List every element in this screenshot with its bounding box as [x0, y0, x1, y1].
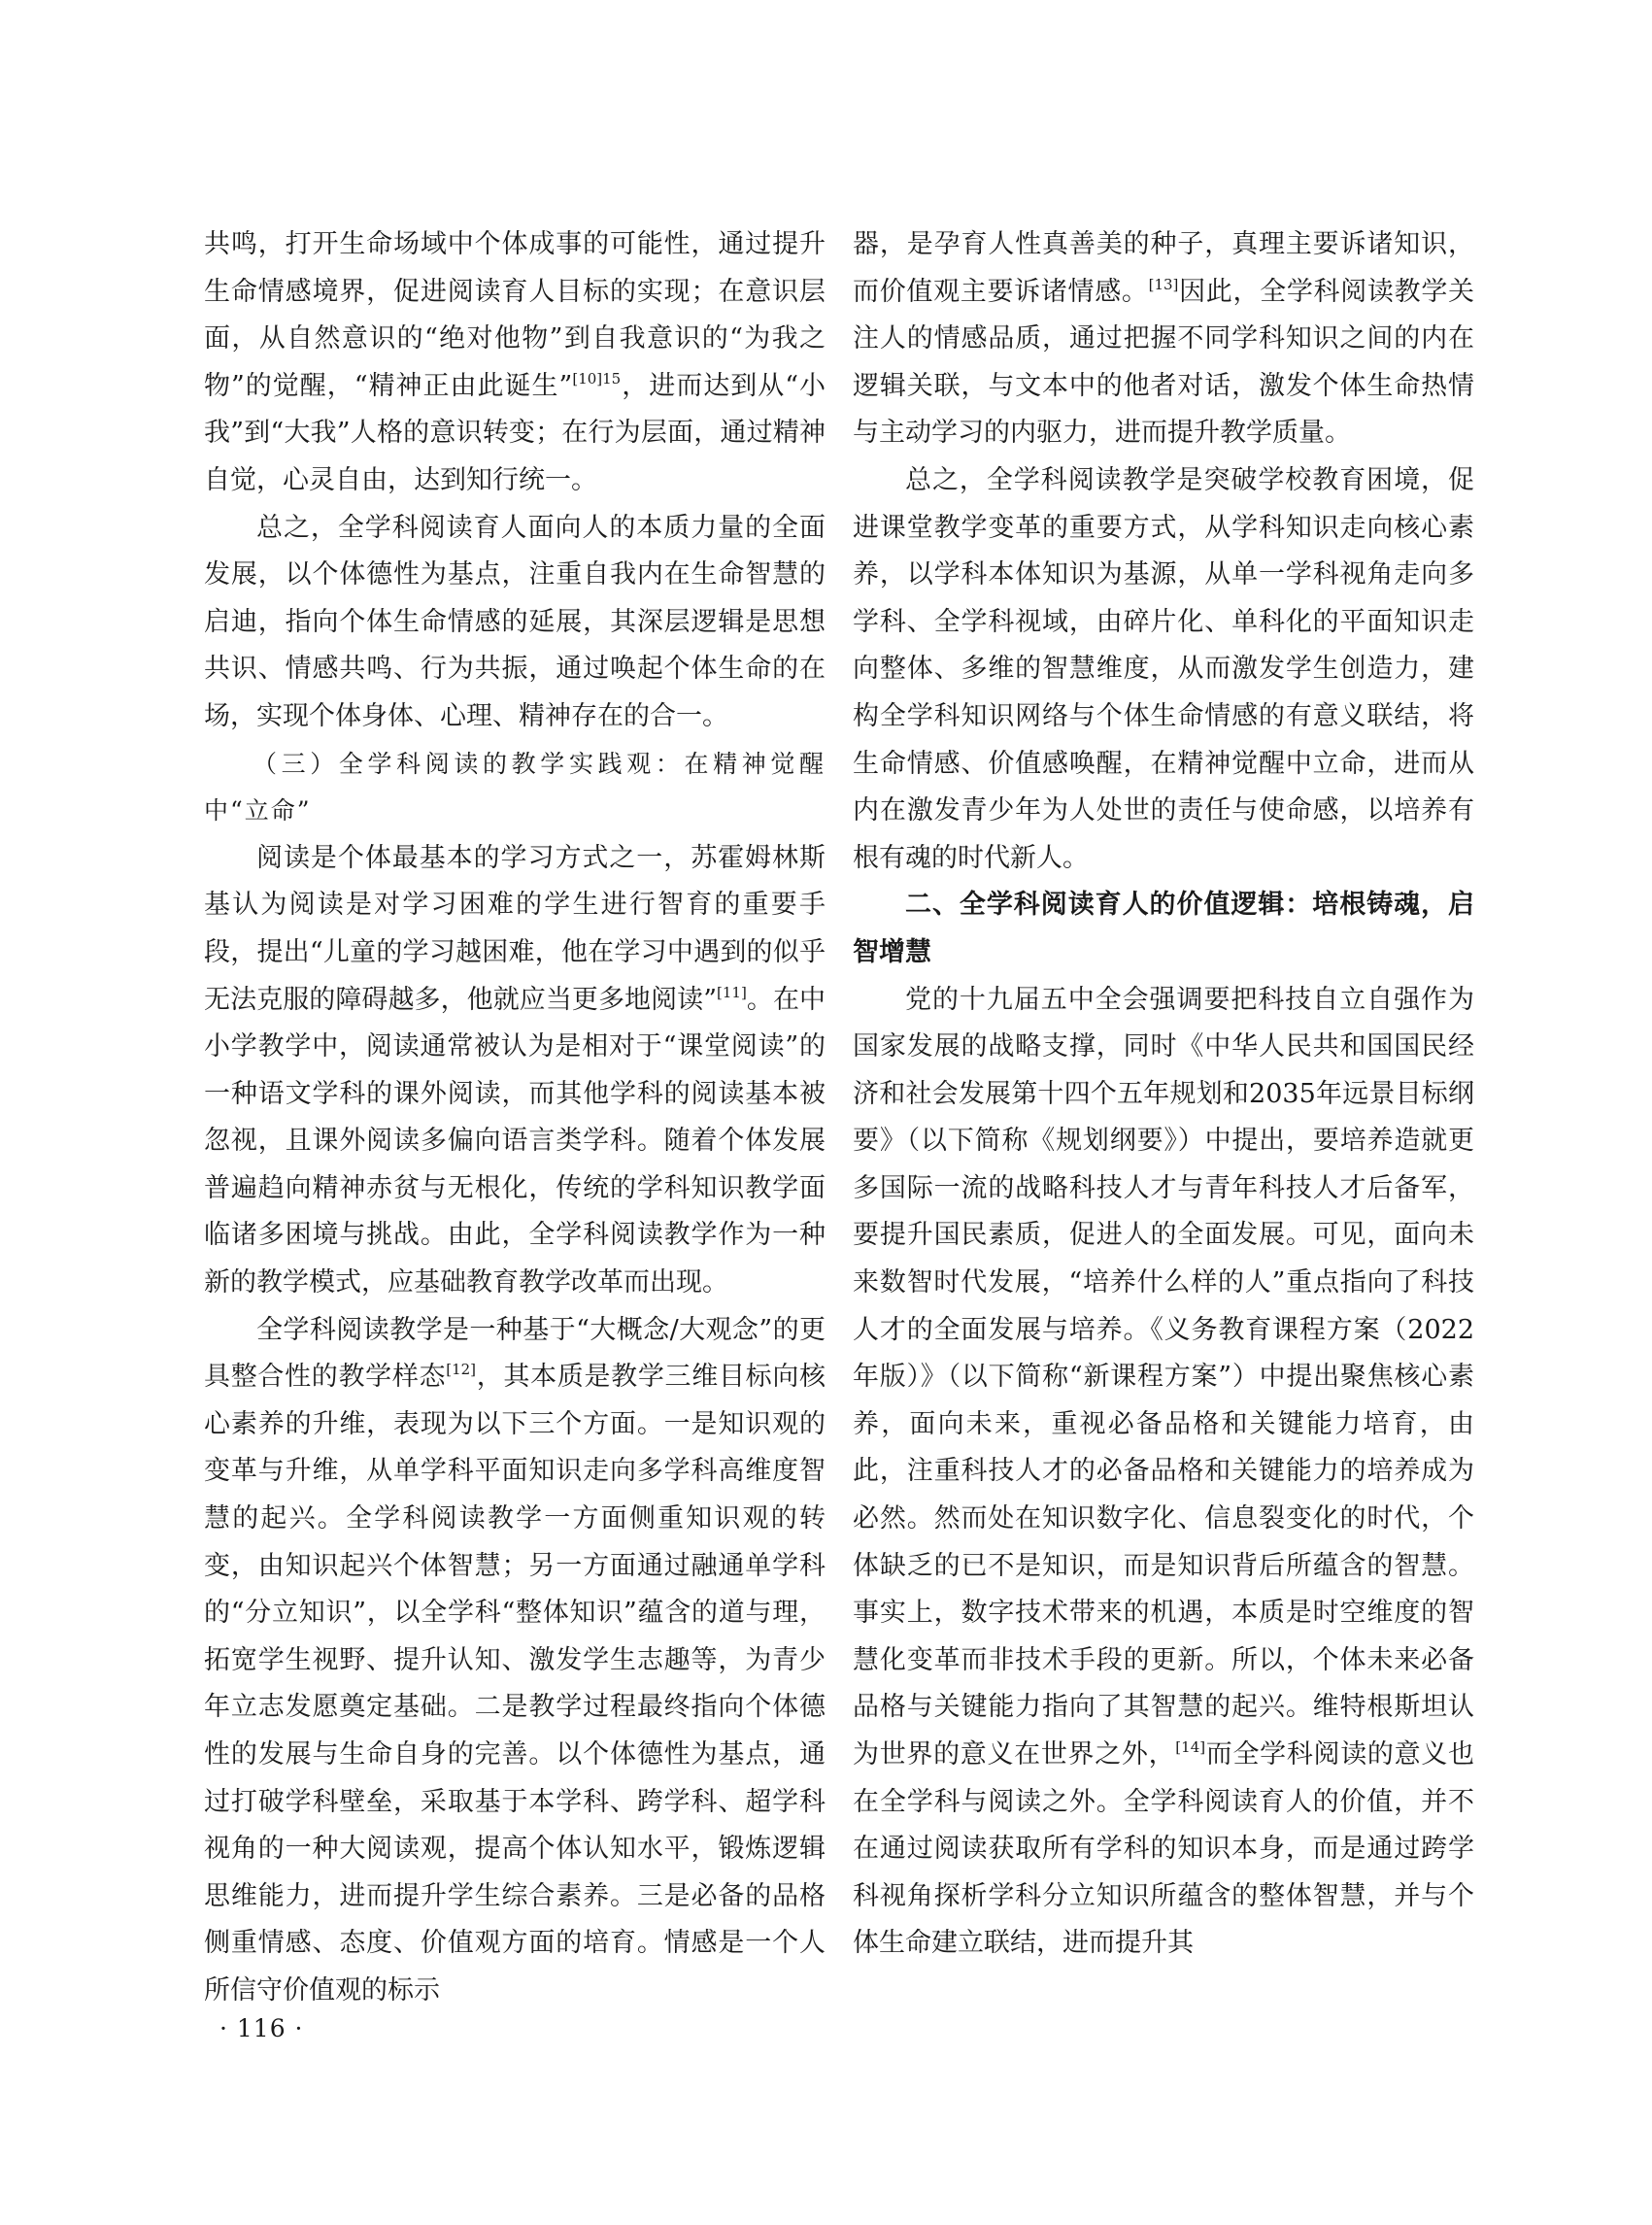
citation: [10]15 — [572, 369, 622, 388]
paragraph: 党的十九届五中全会强调要把科技自立自强作为国家发展的战略支撑，同时《中华人民共和国国民经济和社会发展第十四个五年规划和2035年远景目标纲要》（以下简称《规划纲要》）中提出，要培养造就更多国际一流的战略科技人才与青年科技人才后备军，要提升国民素质，促进人的全面发展。可见，面向未来数智时代发展，“培养什么样的人”重点指向了科技人才的全面发展与培养。《义务教育课程方案（2022年版）》（以下简称“新课程方案”）中提出聚焦核心素养，面向未来，重视必备品格和关键能力培育，由此，注重科技人才的必备品格和关键能力的培养成为必然。然而处在知识数字化、信息裂变化的时代，个体缺乏的已不是知识，而是知识背后所蕴含的智慧。事实上，数字技术带来的机遇，本质是时空维度的智慧化变革而非技术手段的更新。所以，个体未来必备品格与关键能力指向了其智慧的起兴。维特根斯坦认为世界的意义在世界之外，[14]而全学科阅读的意义也在全学科与阅读之外。全学科阅读育人的价值，并不在通过阅读获取所有学科的知识本身，而是通过跨学科视角探析学科分立知识所蕴含的整体智慧，并与个体生命建立联结，进而提升其 — [853, 984, 1475, 1959]
paragraph: 总之，全学科阅读教学是突破学校教育困境，促进课堂教学变革的重要方式，从学科知识走向核心素养，以学科本体知识为基源，从单一学科视角走向多学科、全学科视域，由碎片化、单科化的平面知识走向整体、多维的智慧维度，从而激发学生创造力，建构全学科知识网络与个体生命情感的有意义联结，将生命情感、价值感唤醒，在精神觉醒中立命，进而从内在激发青少年为人处世的责任与使命感，以培养有根有魂的时代新人。 — [853, 464, 1474, 873]
paragraph: 共鸣，打开生命场域中个体成事的可能性，通过提升生命情感境界，促进阅读育人目标的实现；在意识层面，从自然意识的“绝对他物”到自我意识的“为我之物”的觉醒，“精神正由此诞生”$^{[10]15}$，进而达到从“小我”到“大我”人格的意识转变；在行为层面，通过精神自觉，心灵自由，达到知行统一。 — [204, 229, 826, 495]
paragraph: 全学科阅读教学是一种基于“大概念/大观念”的更具整合性的教学样态[12]，其本质是教学三维目标向核心素养的升维，表现为以下三个方面。一是知识观的变革与升维，从单学科平面知识走向多学科高维度智慧的起兴。全学科阅读教学一方面侧重知识观的转变，由知识起兴个体智慧；另一方面通过融通单学科的“分立知识”，以全学科“整体知识”蕴含的道与理，拓宽学生视野、提升认知、激发学生志趣等，为青少年立志发愿奠定基础。二是教学过程最终指向个体德性的发展与生命自身的完善。以个体德性为基点，通过打破学科壁垒，采取基于本学科、跨学科、超学科视角的一种大阅读观，提高个体认知水平，锻炼逻辑思维能力，进而提升学生综合素养。三是必备的品格侧重情感、态度、价值观方面的培育。情感是一个人所信守价值观的标示 — [204, 1314, 826, 2006]
citation: [14] — [1175, 1738, 1206, 1756]
citation: [11] — [717, 983, 747, 1001]
right-column — [853, 221, 1474, 1968]
citation: [12] — [446, 1361, 477, 1379]
left-column — [204, 221, 826, 2015]
section-heading: 二、全学科阅读育人的价值逻辑：培根铸魂，启智增慧 — [853, 890, 1474, 967]
page-number: · 116 · — [219, 2014, 304, 2042]
paragraph: 器，是孕育人性真善美的种子，真理主要诉诸知识，而价值观主要诉诸情感。[13]因此，全学科阅读教学关注人的情感品质，通过把握不同学科知识之间的内在逻辑关联，与文本中的他者对话，激发个体生命热情与主动学习的内驱力，进而提升教学质量。 — [853, 229, 1475, 449]
paragraph: 总之，全学科阅读育人面向人的本质力量的全面发展，以个体德性为基点，注重自我内在生命智慧的启迪，指向个体生命情感的延展，其深层逻辑是思想共识、情感共鸣、行为共振，通过唤起个体生命的在场，实现个体身体、心理、精神存在的合一。 — [204, 512, 826, 731]
paragraph: 阅读是个体最基本的学习方式之一，苏霍姆林斯基认为阅读是对学习困难的学生进行智育的重要手段，提出“儿童的学习越困难，他在学习中遇到的似乎无法克服的障碍越多，他就应当更多地阅读”[11]。在中小学教学中，阅读通常被认为是相对于“课堂阅读”的一种语文学科的课外阅读，而其他学科的阅读基本被忽视，且课外阅读多偏向语言类学科。随着个体发展普遍趋向精神赤贫与无根化，传统的学科知识教学面临诸多困境与挑战。由此，全学科阅读教学作为一种新的教学模式，应基础教育教学改革而出现。 — [204, 842, 826, 1298]
subheading: （三）全学科阅读的教学实践观：在精神觉醒中“立命” — [204, 749, 826, 826]
citation: [13] — [1148, 275, 1179, 293]
